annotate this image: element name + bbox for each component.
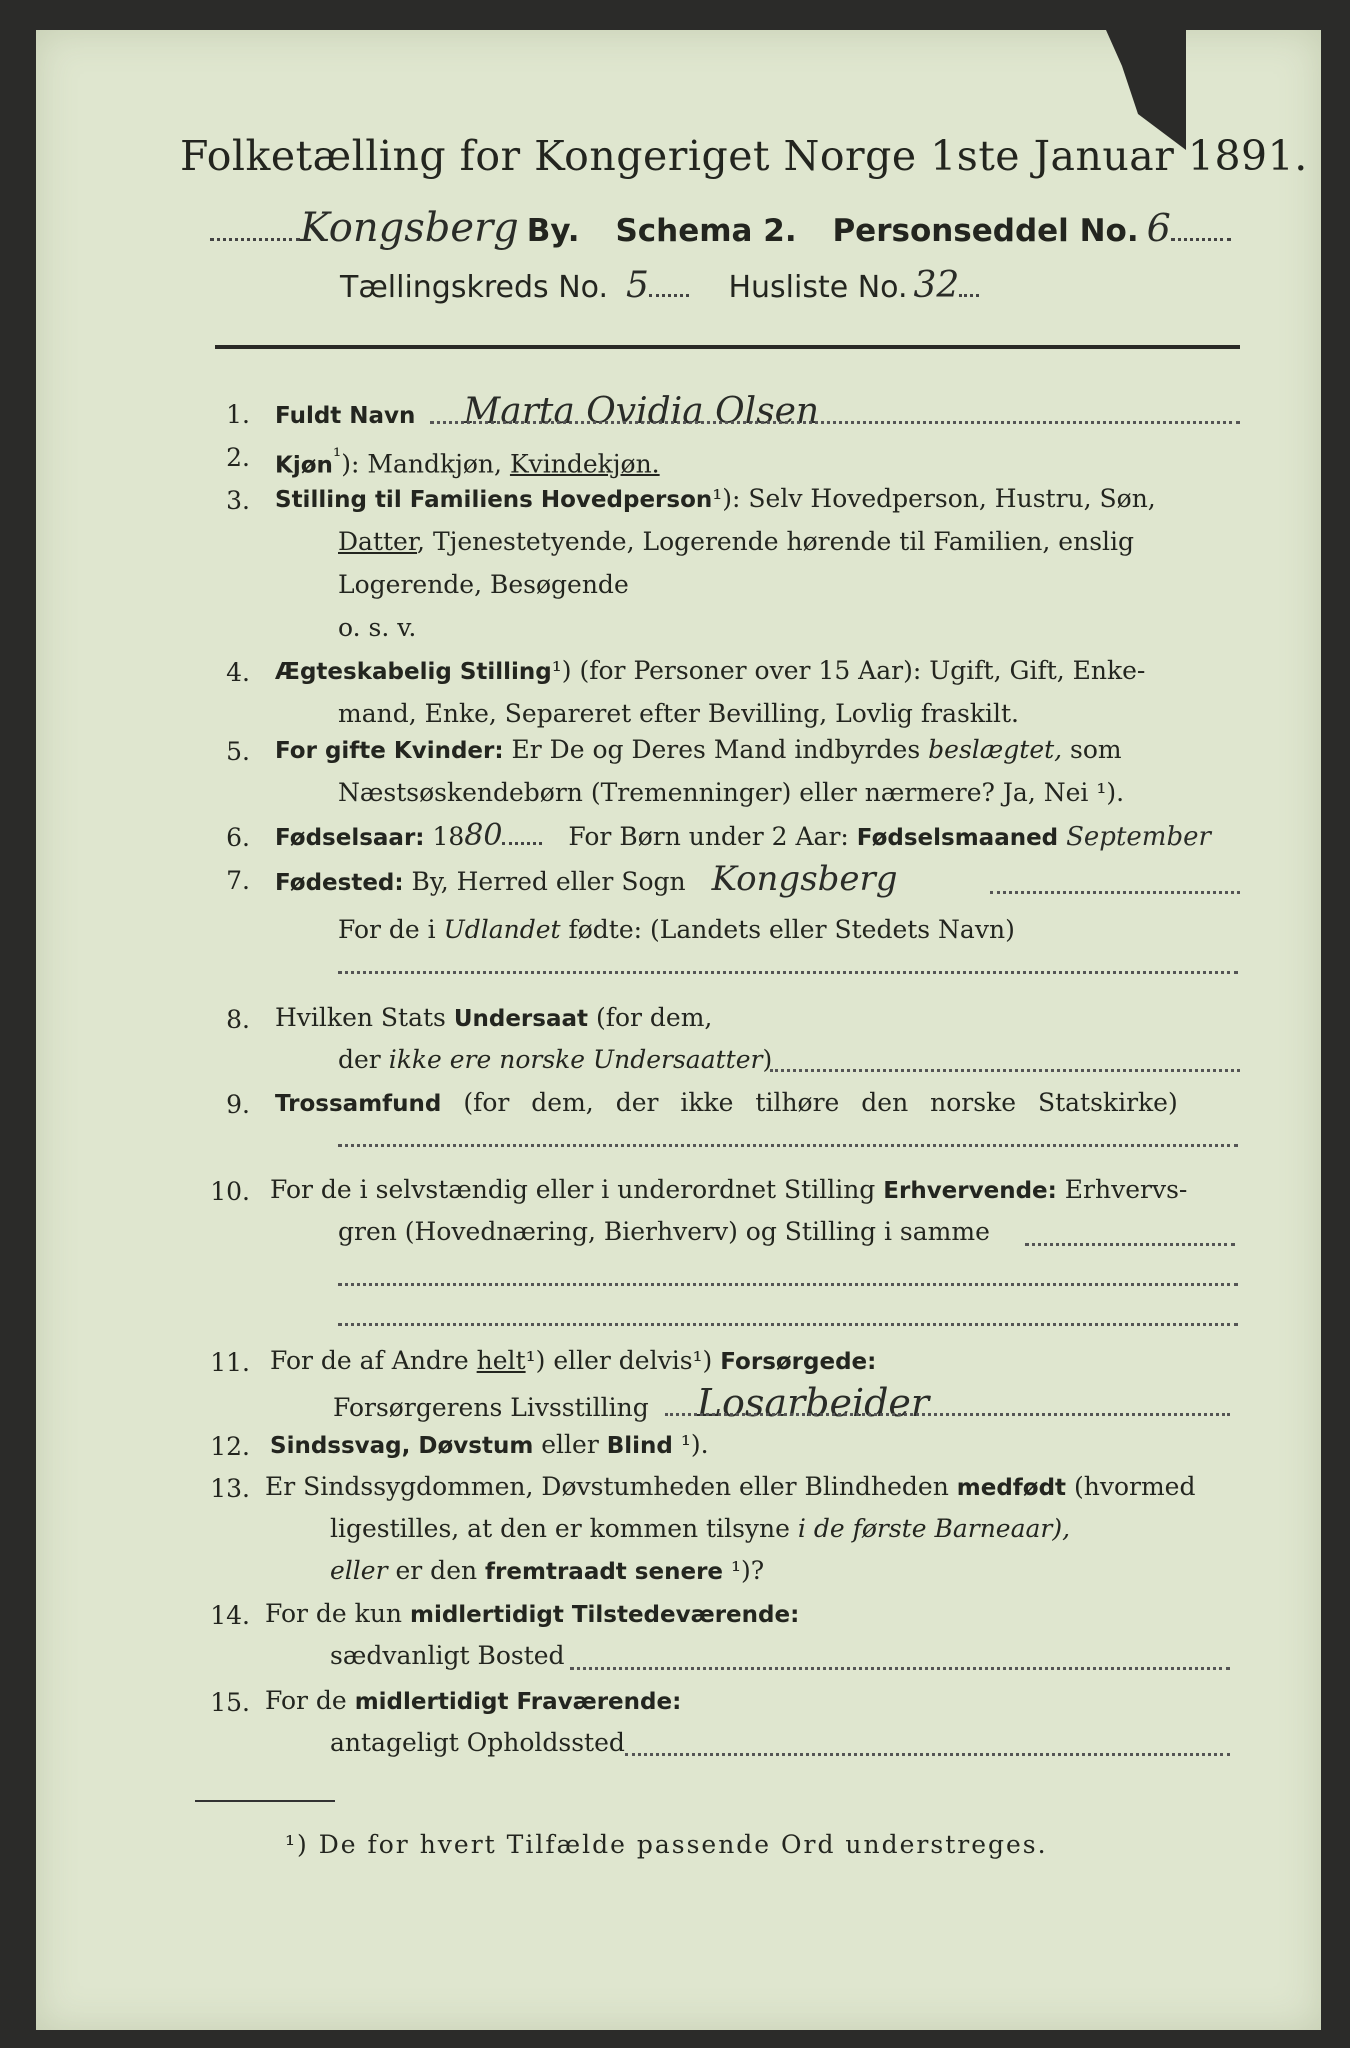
item-7-place-handwritten: Kongsberg xyxy=(711,859,898,899)
footnote-rule xyxy=(195,1800,335,1802)
item-5-italic: beslægtet, xyxy=(928,735,1063,764)
schema-label: Schema 2. xyxy=(615,213,797,249)
item-2-label: Kjøn xyxy=(275,452,333,479)
item-3-line-1 xyxy=(275,479,1156,520)
item-6-year-prefix: 18 xyxy=(424,822,465,851)
item-15-text: For de xyxy=(265,1686,355,1715)
item-4-line-1 xyxy=(275,651,1145,692)
item-8-number: 8. xyxy=(226,1005,250,1034)
item-14-number: 14. xyxy=(210,1601,250,1630)
item-4-label: Ægteskabelig Stilling xyxy=(275,659,552,685)
item-3-underlined-option: Datter xyxy=(338,527,418,556)
item-12-text: eller xyxy=(533,1430,607,1459)
item-6-text: For Børn under 2 Aar: xyxy=(568,822,857,851)
item-6-label-month: Fødselsmaaned xyxy=(856,825,1059,851)
item-11-fill-line xyxy=(665,1412,1230,1416)
item-4-number: 4. xyxy=(226,658,250,687)
item-3-text: ¹): Selv Hovedperson, Hustru, Søn, xyxy=(712,484,1156,513)
item-11-underlined: helt xyxy=(476,1346,526,1375)
item-10-fill-line-2 xyxy=(338,1282,1238,1286)
item-3-number: 3. xyxy=(226,486,250,515)
item-8-fill-line xyxy=(770,1068,1240,1072)
husliste-label: Husliste No. xyxy=(728,270,908,305)
item-6-year-handwritten: 80 xyxy=(464,818,503,853)
dotted-leader xyxy=(649,293,689,297)
item-9-fill-line xyxy=(338,1143,1238,1147)
item-5-text-end: som xyxy=(1062,735,1122,764)
item-15-line-2: antageligt Opholdssted xyxy=(330,1728,625,1757)
item-7-line-2-text: For de i xyxy=(338,915,444,944)
item-10-text-end: Erhvervs- xyxy=(1056,1175,1188,1204)
item-2 xyxy=(275,436,660,485)
item-13-label: medfødt xyxy=(956,1475,1067,1501)
item-8-text: Hvilken Stats xyxy=(275,1003,454,1032)
item-3-label: Stilling til Familiens Hovedperson xyxy=(275,487,713,513)
item-13-line-3 xyxy=(330,1551,764,1592)
by-label: By. xyxy=(526,213,580,249)
item-11-text-mid: ¹) eller delvis¹) xyxy=(525,1346,721,1375)
item-2-underlined-option: Kvindekjøn. xyxy=(509,449,660,479)
item-15-label: midlertidigt Fraværende: xyxy=(354,1689,682,1715)
item-11-label: Forsørgede: xyxy=(720,1349,877,1375)
item-14-line-2: sædvanligt Bosted xyxy=(330,1641,565,1670)
footnote: ¹) De for hvert Tilfælde passende Ord understreges. xyxy=(285,1830,1048,1859)
item-13-line-3-text: er den xyxy=(387,1556,486,1585)
header-rule xyxy=(215,345,1240,349)
item-11-line-1 xyxy=(270,1341,876,1382)
header-line-town xyxy=(210,205,1240,251)
item-1-fill-line xyxy=(430,420,1240,424)
item-14-line-1 xyxy=(265,1594,799,1635)
item-3-line-2 xyxy=(338,522,1134,562)
item-8-italic: ikke ere norske Undersaatter xyxy=(388,1045,763,1074)
item-8-line-2-text: der xyxy=(338,1045,389,1074)
item-13-text: Er Sindssygdommen, Døvstumheden eller Blindheden xyxy=(265,1472,957,1501)
item-10-text: For de i selvstændig eller i underordnet Stilling xyxy=(270,1175,884,1204)
item-10-line-1 xyxy=(270,1170,1187,1211)
item-1-number: 1. xyxy=(226,400,250,429)
item-1-label: Fuldt Navn xyxy=(275,403,416,429)
item-11-line-2-text: Forsørgerens Livsstilling xyxy=(333,1393,649,1422)
kreds-number: 5 xyxy=(626,265,649,306)
item-7-number: 7. xyxy=(226,866,250,895)
item-13-line-3-label: fremtraadt senere xyxy=(485,1559,724,1585)
item-7-text: By, Herred eller Sogn xyxy=(403,867,686,896)
town-handwritten: Kongsberg xyxy=(300,205,519,251)
item-7-line-2-end: fødte: (Landets eller Stedets Navn) xyxy=(560,915,1015,944)
item-5-text: Er De og Deres Mand indbyrdes xyxy=(503,735,929,764)
item-6-label: Fødselsaar: xyxy=(275,825,425,851)
item-13-line-3-end: ¹)? xyxy=(723,1556,765,1585)
item-8-line-1 xyxy=(275,998,712,1039)
item-5-label-prefix: For xyxy=(275,738,325,764)
item-8-line-2-end: ) xyxy=(762,1045,773,1074)
dotted-leader xyxy=(210,237,300,241)
item-7-line-2 xyxy=(338,910,1015,950)
item-11-occupation-handwritten: Losarbeider xyxy=(696,1381,930,1425)
personseddel-number: 6 xyxy=(1146,206,1171,250)
item-8-line-2 xyxy=(338,1040,772,1080)
item-2-text: ): Mandkjøn, xyxy=(341,449,510,479)
item-13-number: 13. xyxy=(210,1474,250,1503)
item-10-label: Erhvervende: xyxy=(883,1178,1057,1204)
item-11-number: 11. xyxy=(210,1348,250,1377)
item-3-line-4: o. s. v. xyxy=(338,613,417,642)
item-10-number: 10. xyxy=(210,1177,250,1206)
item-2-sup: ¹ xyxy=(332,444,342,468)
item-9-label: Trossamfund xyxy=(275,1091,442,1117)
item-15-line-1 xyxy=(265,1681,681,1722)
item-14-text: For de kun xyxy=(265,1599,410,1628)
item-8-text-end: (for dem, xyxy=(588,1003,713,1032)
item-12-number: 12. xyxy=(210,1432,250,1461)
item-14-fill-line xyxy=(570,1666,1230,1670)
item-9-text: (for dem, der ikke tilhøre den norske Statskirke) xyxy=(441,1088,1178,1117)
item-13-text-end: (hvormed xyxy=(1066,1472,1196,1501)
item-11-line-2 xyxy=(333,1383,929,1428)
item-13-line-2 xyxy=(330,1509,1070,1549)
dotted-leader xyxy=(1171,237,1231,241)
item-7-label: Fødested: xyxy=(275,870,404,896)
item-12-text-end: ¹). xyxy=(672,1430,709,1459)
item-6 xyxy=(275,816,1211,858)
item-11-text: For de af Andre xyxy=(270,1346,477,1375)
item-3-line-2-text: , Tjenestetyende, Logerende hørende til Familien, enslig xyxy=(417,527,1135,556)
form-title: Folketælling for Kongeriget Norge 1ste Januar 1891. xyxy=(180,132,1308,180)
kreds-label: Tællingskreds No. xyxy=(340,270,608,305)
item-7-italic: Udlandet xyxy=(443,915,561,944)
item-13-italic: i de første Barneaar), xyxy=(797,1514,1071,1543)
item-6-number: 6. xyxy=(226,823,250,852)
item-13-line-2-text: ligestilles, at den er kommen tilsyne xyxy=(330,1514,798,1543)
item-12 xyxy=(270,1425,709,1466)
item-7-line-1 xyxy=(275,859,898,903)
item-5-number: 5. xyxy=(226,737,250,766)
personseddel-label: Personseddel No. xyxy=(832,213,1139,249)
dotted-leader xyxy=(502,841,542,845)
item-5-label: gifte Kvinder: xyxy=(324,738,504,764)
item-9 xyxy=(275,1083,1178,1124)
item-1 xyxy=(275,392,819,436)
item-5-line-2: Næstsøskendebørn (Tremenninger) eller nærmere? Ja, Nei ¹). xyxy=(338,778,1125,807)
item-5-line-1 xyxy=(275,730,1122,771)
item-12-label: Sindssvag, Døvstum xyxy=(270,1433,534,1459)
item-7-fill-line-2 xyxy=(338,970,1238,974)
item-7-fill-line xyxy=(990,890,1240,894)
husliste-number: 32 xyxy=(913,265,960,306)
item-8-label: Undersaat xyxy=(453,1006,588,1032)
item-3-line-3: Logerende, Besøgende xyxy=(338,570,629,599)
item-13-line-1 xyxy=(265,1467,1195,1508)
item-10-line-2: gren (Hovednæring, Bierhverv) og Stilling i samme xyxy=(338,1217,990,1246)
item-2-number: 2. xyxy=(226,443,250,472)
item-4-text: ¹) (for Personer over 15 Aar): Ugift, Gift, Enke- xyxy=(551,656,1146,685)
item-15-number: 15. xyxy=(210,1688,250,1717)
item-13-line-3-italic: eller xyxy=(330,1556,388,1585)
header-line-kreds xyxy=(340,265,1120,305)
item-15-fill-line xyxy=(625,1752,1230,1756)
item-4-line-2: mand, Enke, Separeret efter Bevilling, Lovlig fraskilt. xyxy=(338,699,1019,728)
item-14-label: midlertidigt Tilstedeværende: xyxy=(409,1602,800,1628)
item-10-fill-line xyxy=(1025,1242,1235,1246)
item-12-label-blind: Blind xyxy=(606,1433,673,1459)
item-9-number: 9. xyxy=(226,1090,250,1119)
item-10-fill-line-3 xyxy=(338,1322,1238,1326)
item-6-month-handwritten: September xyxy=(1066,822,1211,852)
dotted-leader xyxy=(959,293,979,297)
item-1-name-handwritten: Marta Ovidia Olsen xyxy=(463,391,820,432)
